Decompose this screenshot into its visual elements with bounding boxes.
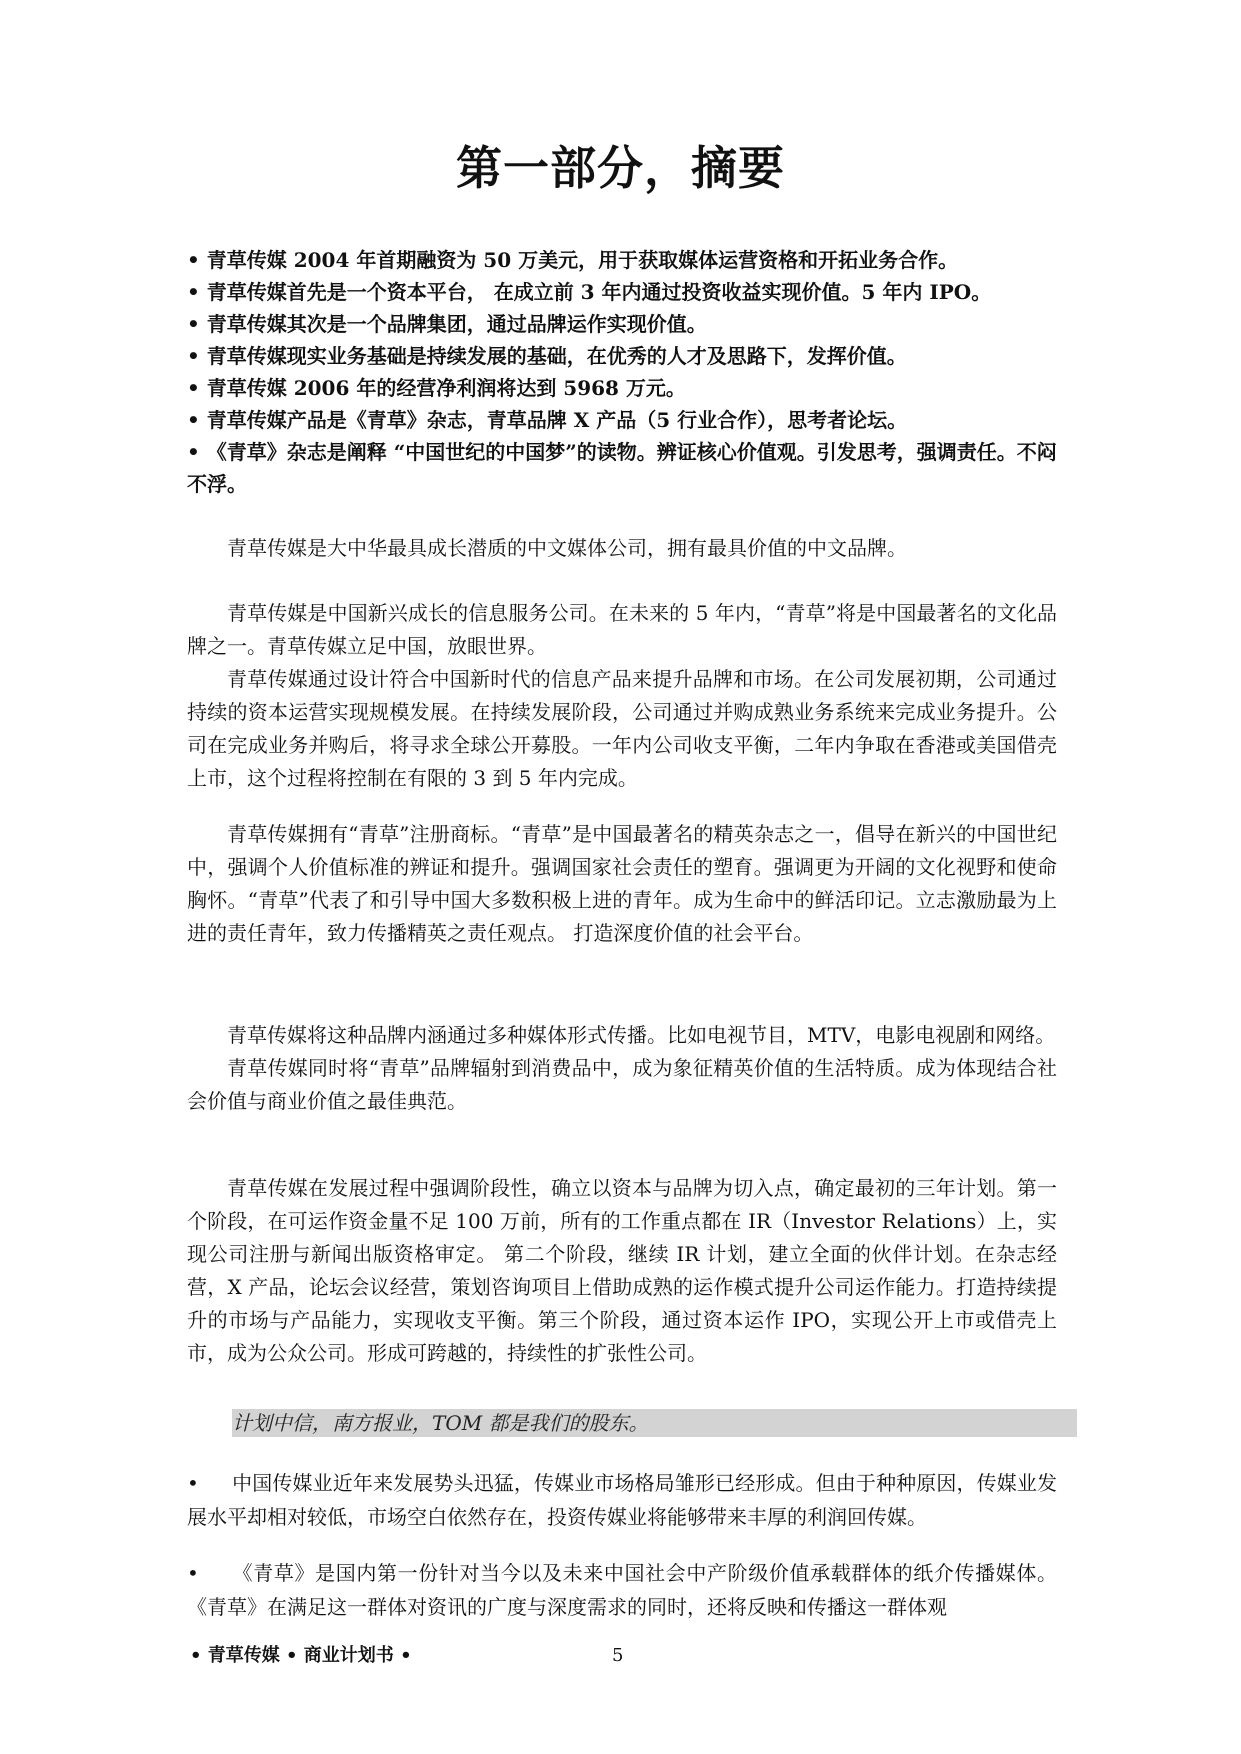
bullet-text: 《青草》是国内第一份针对当今以及未来中国社会中产阶级价值承载群体的纸介传播媒体。《青草》在满足这一群体对资讯的广度与深度需求的同时，还将反映和传播这一群体观	[187, 1561, 1057, 1619]
body-paragraph: 青草传媒将这种品牌内涵通过多种媒体形式传播。比如电视节目，MTV，电影电视剧和网络。	[227, 1023, 1056, 1047]
bullet-dot: •	[187, 1471, 199, 1495]
body-paragraph: 青草传媒同时将“青草”品牌辐射到消费品中，成为象征精英价值的生活特质。成为体现结合社会价值与商业价值之最佳典范。	[187, 1056, 1057, 1113]
footer-label: • 青草传媒 • 商业计划书 •	[190, 1645, 412, 1666]
bullet-dot: •	[187, 1561, 199, 1585]
bullet-paragraph	[187, 1556, 1057, 1624]
body-section-5	[187, 1172, 1057, 1370]
body-paragraph: 青草传媒在发展过程中强调阶段性，确立以资本与品牌为切入点，确定最初的三年计划。第一个阶段，在可运作资金量不足 100 万前，所有的工作重点都在 IR（Investor Relations）上，实现公司注册与新闻出版资格审定。 第二个阶段，继续 IR 计划，建立全面的伙伴计划。在杂志经营，X 产品，论坛会议经营，策划咨询项目上借助成熟的运作模式提升公司运作能力。打造持续提升的市场与产品能力，实现收支平衡。第三个阶段，通过资本运作 IPO，实现公开上市或借壳上市，成为公众公司。形成可跨越的，持续性的扩张性公司。	[187, 1176, 1057, 1365]
bullet-paragraph	[187, 1466, 1057, 1534]
body-paragraph: 青草传媒拥有“青草”注册商标。“青草”是中国最著名的精英杂志之一，倡导在新兴的中国世纪中，强调个人价值标准的辨证和提升。强调国家社会责任的塑育。强调更为开阔的文化视野和使命胸怀。“青草”代表了和引导中国大多数积极上进的青年。成为生命中的鲜活印记。立志激励最为上进的责任青年，致力传播精英之责任观点。 打造深度价值的社会平台。	[187, 822, 1057, 945]
highlighted-shareholders-note: 计划中信，南方报业，TOM 都是我们的股东。	[232, 1409, 1077, 1437]
bullet-text: 中国传媒业近年来发展势头迅猛，传媒业市场格局雏形已经形成。但由于种种原因，传媒业发展水平却相对较低，市场空白依然存在，投资传媒业将能够带来丰厚的利润回传媒。	[187, 1471, 1057, 1529]
page-number: 5	[612, 1645, 624, 1666]
summary-item: • 青草传媒其次是一个品牌集团，通过品牌运作实现价值。	[187, 312, 707, 336]
body-paragraph: 青草传媒通过设计符合中国新时代的信息产品来提升品牌和市场。在公司发展初期，公司通过持续的资本运营实现规模发展。在持续发展阶段，公司通过并购成熟业务系统来完成业务提升。公司在完成业务并购后，将寻求全球公开募股。一年内公司收支平衡，二年内争取在香港或美国借壳上市，这个过程将控制在有限的 3 到 5 年内完成。	[187, 667, 1057, 790]
page-title: 第一部分，摘要	[456, 141, 785, 195]
summary-item: • 《青草》杂志是阐释 “中国世纪的中国梦”的读物。辨证核心价值观。引发思考，强调责任。不闷不浮。	[187, 440, 1057, 496]
body-section-4	[187, 1019, 1057, 1118]
body-section-3	[187, 818, 1057, 950]
body-paragraph: 青草传媒是中国新兴成长的信息服务公司。在未来的 5 年内，“青草”将是中国最著名的文化品牌之一。青草传媒立足中国，放眼世界。	[187, 601, 1057, 658]
summary-item: • 青草传媒 2006 年的经营净利润将达到 5968 万元。	[187, 376, 686, 400]
summary-item: • 青草传媒首先是一个资本平台， 在成立前 3 年内通过投资收益实现价值。5 年内 IPO。	[187, 280, 992, 304]
body-section-2	[187, 597, 1057, 795]
body-section-1	[187, 532, 1057, 565]
summary-item: • 青草传媒 2004 年首期融资为 50 万美元，用于获取媒体运营资格和开拓业务合作。	[187, 248, 959, 272]
body-paragraph: 青草传媒是大中华最具成长潜质的中文媒体公司，拥有最具价值的中文品牌。	[227, 536, 907, 560]
summary-item: • 青草传媒现实业务基础是持续发展的基础，在优秀的人才及思路下，发挥价值。	[187, 344, 907, 368]
summary-list	[187, 244, 1057, 500]
summary-item: • 青草传媒产品是《青草》杂志，青草品牌 X 产品（5 行业合作），思考者论坛。	[187, 408, 908, 432]
